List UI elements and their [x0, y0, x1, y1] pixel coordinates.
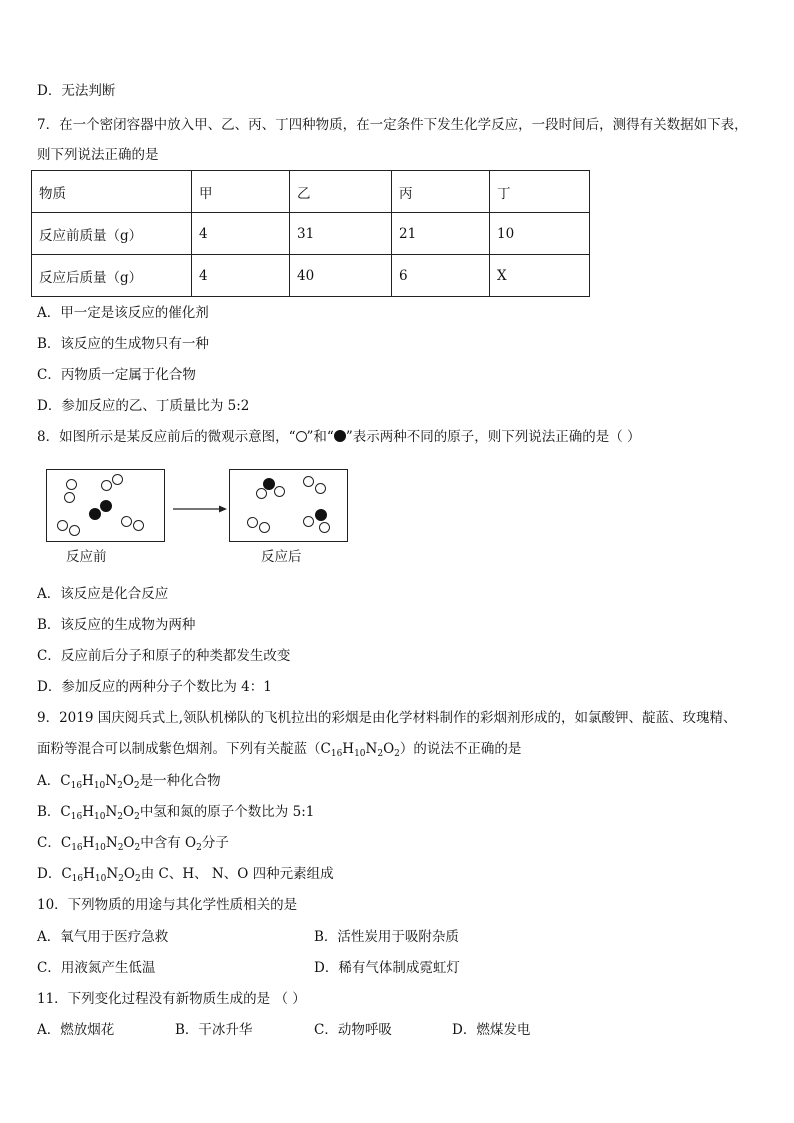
white-atom-icon [256, 488, 267, 499]
white-atom-icon [319, 522, 330, 533]
option-letter: B． [37, 804, 61, 820]
formula-element: H [342, 741, 355, 757]
q9-option-b [37, 802, 314, 822]
black-atom-icon [315, 509, 327, 521]
q11-option-d: D．燃煤发电 [452, 1022, 531, 1038]
table-cell: 反应后质量（g） [32, 255, 192, 297]
subscript: 10 [354, 749, 366, 759]
formula-element: O [122, 773, 134, 789]
formula-element: N [105, 773, 118, 789]
option-text: 中氢和氮的原子个数比为 5:1 [139, 804, 315, 820]
chemical-formula [60, 804, 139, 820]
q11-option-a: A．燃放烟花 [37, 1022, 115, 1038]
q8-stem-part3: ”表示两种不同的原子，则下列说法正确的是（ ） [345, 429, 641, 445]
table-cell: 10 [490, 213, 590, 255]
formula-element: N [105, 835, 118, 851]
white-atom-icon [303, 516, 314, 527]
q10-option-b: B．活性炭用于吸附杂质 [314, 929, 459, 945]
subscript: 2 [134, 874, 141, 884]
chemical-formula [60, 773, 139, 789]
table-header-cell: 丁 [490, 171, 590, 213]
black-atom-icon [334, 430, 346, 442]
subscript: 2 [133, 781, 140, 791]
q7-option-b: B．该反应的生成物只有一种 [37, 336, 209, 352]
before-reaction-label: 反应前 [66, 549, 107, 565]
q8-stem [37, 427, 641, 447]
table-row [32, 213, 590, 255]
q8-option-d: D．参加反应的两种分子个数比为 4：1 [37, 679, 272, 695]
subscript: 2 [117, 781, 123, 791]
table-cell: 4 [192, 213, 290, 255]
after-reaction-label: 反应后 [261, 549, 302, 565]
table-cell: 反应前质量（g） [32, 213, 192, 255]
subscript: 16 [71, 843, 83, 853]
formula-element: C [60, 835, 72, 851]
white-atom-icon [121, 516, 132, 527]
white-atom-icon [64, 492, 75, 503]
subscript: 10 [94, 812, 106, 822]
subscript: 2 [118, 874, 124, 884]
formula-element: O [123, 866, 135, 882]
q9-stem-line2 [37, 739, 521, 759]
q9-option-d [37, 864, 334, 884]
q11-option-c: C．动物呼吸 [314, 1022, 392, 1038]
white-atom-icon [101, 480, 112, 491]
q8-option-c: C．反应前后分子和原子的种类都发生改变 [37, 648, 291, 664]
black-atom-icon [89, 508, 101, 520]
table-cell: 40 [290, 255, 392, 297]
q8-option-a: A．该反应是化合反应 [37, 586, 169, 602]
q11-stem: 11．下列变化过程没有新物质生成的是 （ ） [37, 991, 306, 1007]
q10-option-c: C．用液氮产生低温 [37, 960, 156, 976]
subscript: 2 [394, 749, 400, 759]
white-atom-icon [112, 474, 123, 485]
table-header-cell: 物质 [32, 171, 192, 213]
subscript: 16 [71, 874, 84, 884]
q10-stem: 10．下列物质的用途与其化学性质相关的是 [37, 897, 298, 913]
subscript: 10 [94, 874, 107, 884]
formula-element: H [82, 773, 94, 789]
white-atom-icon [133, 520, 144, 531]
table-cell: 4 [192, 255, 290, 297]
table-header-cell: 甲 [192, 171, 290, 213]
table-header-cell: 乙 [290, 171, 392, 213]
subscript: 16 [70, 781, 83, 791]
formula-element: O [383, 741, 395, 757]
subscript: 2 [134, 812, 140, 822]
table-header-cell: 丙 [392, 171, 490, 213]
formula-element: H [82, 835, 95, 851]
option-text: 是一种化合物 [139, 773, 221, 789]
white-atom-icon [66, 479, 77, 490]
formula-element: O [123, 804, 135, 820]
formula-element: C [61, 866, 72, 882]
subscript: 2 [377, 749, 384, 759]
white-atom-icon [69, 525, 80, 536]
option-letter: A． [37, 773, 61, 789]
q10-option-d: D．稀有气体制成霓虹灯 [314, 960, 460, 976]
q9-stem-text: 面粉等混合可以制成紫色烟剂。下列有关靛蓝（C [37, 741, 331, 757]
white-atom-icon [259, 522, 270, 533]
q8-option-b: B．该反应的生成物为两种 [37, 617, 196, 633]
white-atom-icon [303, 476, 314, 487]
formula-element: C [60, 773, 71, 789]
table-cell: 31 [290, 213, 392, 255]
q7-stem-line2: 则下列说法正确的是 [37, 147, 159, 163]
option-letter: C． [37, 835, 61, 851]
q9-stem-text: ）的说法不正确的是 [399, 741, 522, 757]
reaction-arrow-icon [172, 502, 228, 516]
subscript: 2 [117, 843, 124, 853]
q7-data-table [31, 170, 590, 297]
q7-option-d: D．参加反应的乙、丁质量比为 5:2 [37, 398, 250, 414]
option-text: 分子 [201, 835, 229, 851]
white-atom-icon [296, 431, 307, 442]
table-row [32, 255, 590, 297]
black-atom-icon [100, 500, 112, 512]
subscript: 2 [117, 812, 123, 822]
formula-element: N [105, 804, 118, 820]
option-text: 由 C、H、 N、O 四种元素组成 [140, 866, 334, 882]
q8-stem-part1: 8．如图所示是某反应前后的微观示意图，“ [37, 429, 296, 445]
after-reaction-box [229, 469, 348, 542]
option-text: 中含有 O [140, 835, 197, 851]
formula-element: O [123, 835, 135, 851]
option-letter: D． [37, 866, 62, 882]
q9-option-a [37, 771, 221, 791]
q10-option-a: A．氧气用于医疗急救 [37, 929, 169, 945]
q7-option-c: C．丙物质一定属于化合物 [37, 367, 196, 383]
table-cell: 6 [392, 255, 490, 297]
subscript: 16 [70, 812, 83, 822]
white-atom-icon [315, 483, 326, 494]
table-header-row [32, 171, 590, 213]
white-atom-icon [274, 486, 285, 497]
table-cell: X [490, 255, 590, 297]
chemical-formula [61, 866, 140, 882]
subscript: 16 [330, 749, 343, 759]
subscript: 2 [134, 843, 141, 853]
q11-option-b: B．干冰升华 [175, 1022, 253, 1038]
subscript: 2 [196, 843, 202, 853]
q7-option-a: A．甲一定是该反应的催化剂 [37, 305, 209, 321]
q9-stem-line1: 9．2019 国庆阅兵式上,领队机梯队的飞机拉出的彩烟是由化学材料制作的彩烟剂形成的，如氯酸钾、靛蓝、玫瑰精、 [37, 710, 737, 726]
q8-stem-part2: ”和“ [306, 429, 334, 445]
table-cell: 21 [392, 213, 490, 255]
chemical-formula [61, 835, 140, 851]
formula-element: N [365, 741, 378, 757]
q9-option-c [37, 833, 229, 853]
subscript: 10 [94, 843, 106, 853]
q6-option-d: D．无法判断 [37, 83, 116, 99]
q7-stem-line1: 7．在一个密闭容器中放入甲、乙、丙、丁四种物质，在一定条件下发生化学反应，一段时间后，测得有关数据如下表， [37, 117, 748, 133]
formula-element: C [60, 804, 71, 820]
subscript: 10 [93, 781, 106, 791]
white-atom-icon [57, 520, 68, 531]
formula-element: H [82, 804, 94, 820]
formula-element: H [83, 866, 95, 882]
white-atom-icon [247, 517, 258, 528]
formula-element: N [106, 866, 119, 882]
